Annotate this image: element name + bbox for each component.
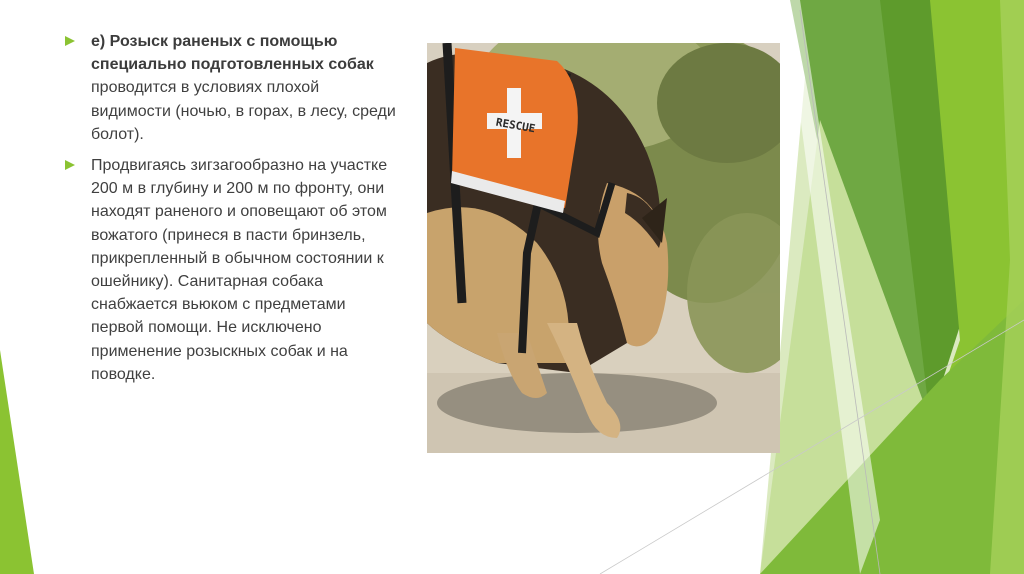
bullet-1-bold-text: е) Розыск раненых с помощью специально подготовленных собак [91, 33, 374, 74]
triangle-bullet-icon [65, 36, 75, 46]
vest-label: RESCUE [494, 115, 537, 136]
content-text-block [62, 30, 402, 394]
bullet-2-text: Продвигаясь зигзагообразно на участке 200 м в глубину и 200 м по фронту, они находят раненого и оповещают об этом вожатого (принеся в пасти бринзель, прикрепленный в обычном состоянии к ошейнику). Санитарная собака снабжается вьюком с предметами первой помощи. Не исключено применение розыскных собак и на поводке. [91, 157, 388, 383]
bullet-item-2 [62, 154, 402, 386]
bullet-item-1 [62, 30, 402, 146]
left-green-sliver [0, 350, 34, 574]
triangle-bullet-icon [65, 160, 75, 170]
rescue-dog-illustration [427, 43, 780, 453]
rescue-dog-photo [427, 43, 780, 453]
bullet-1-text: проводится в условиях плохой видимости (ночью, в горах, в лесу, среди болот). [91, 79, 396, 143]
